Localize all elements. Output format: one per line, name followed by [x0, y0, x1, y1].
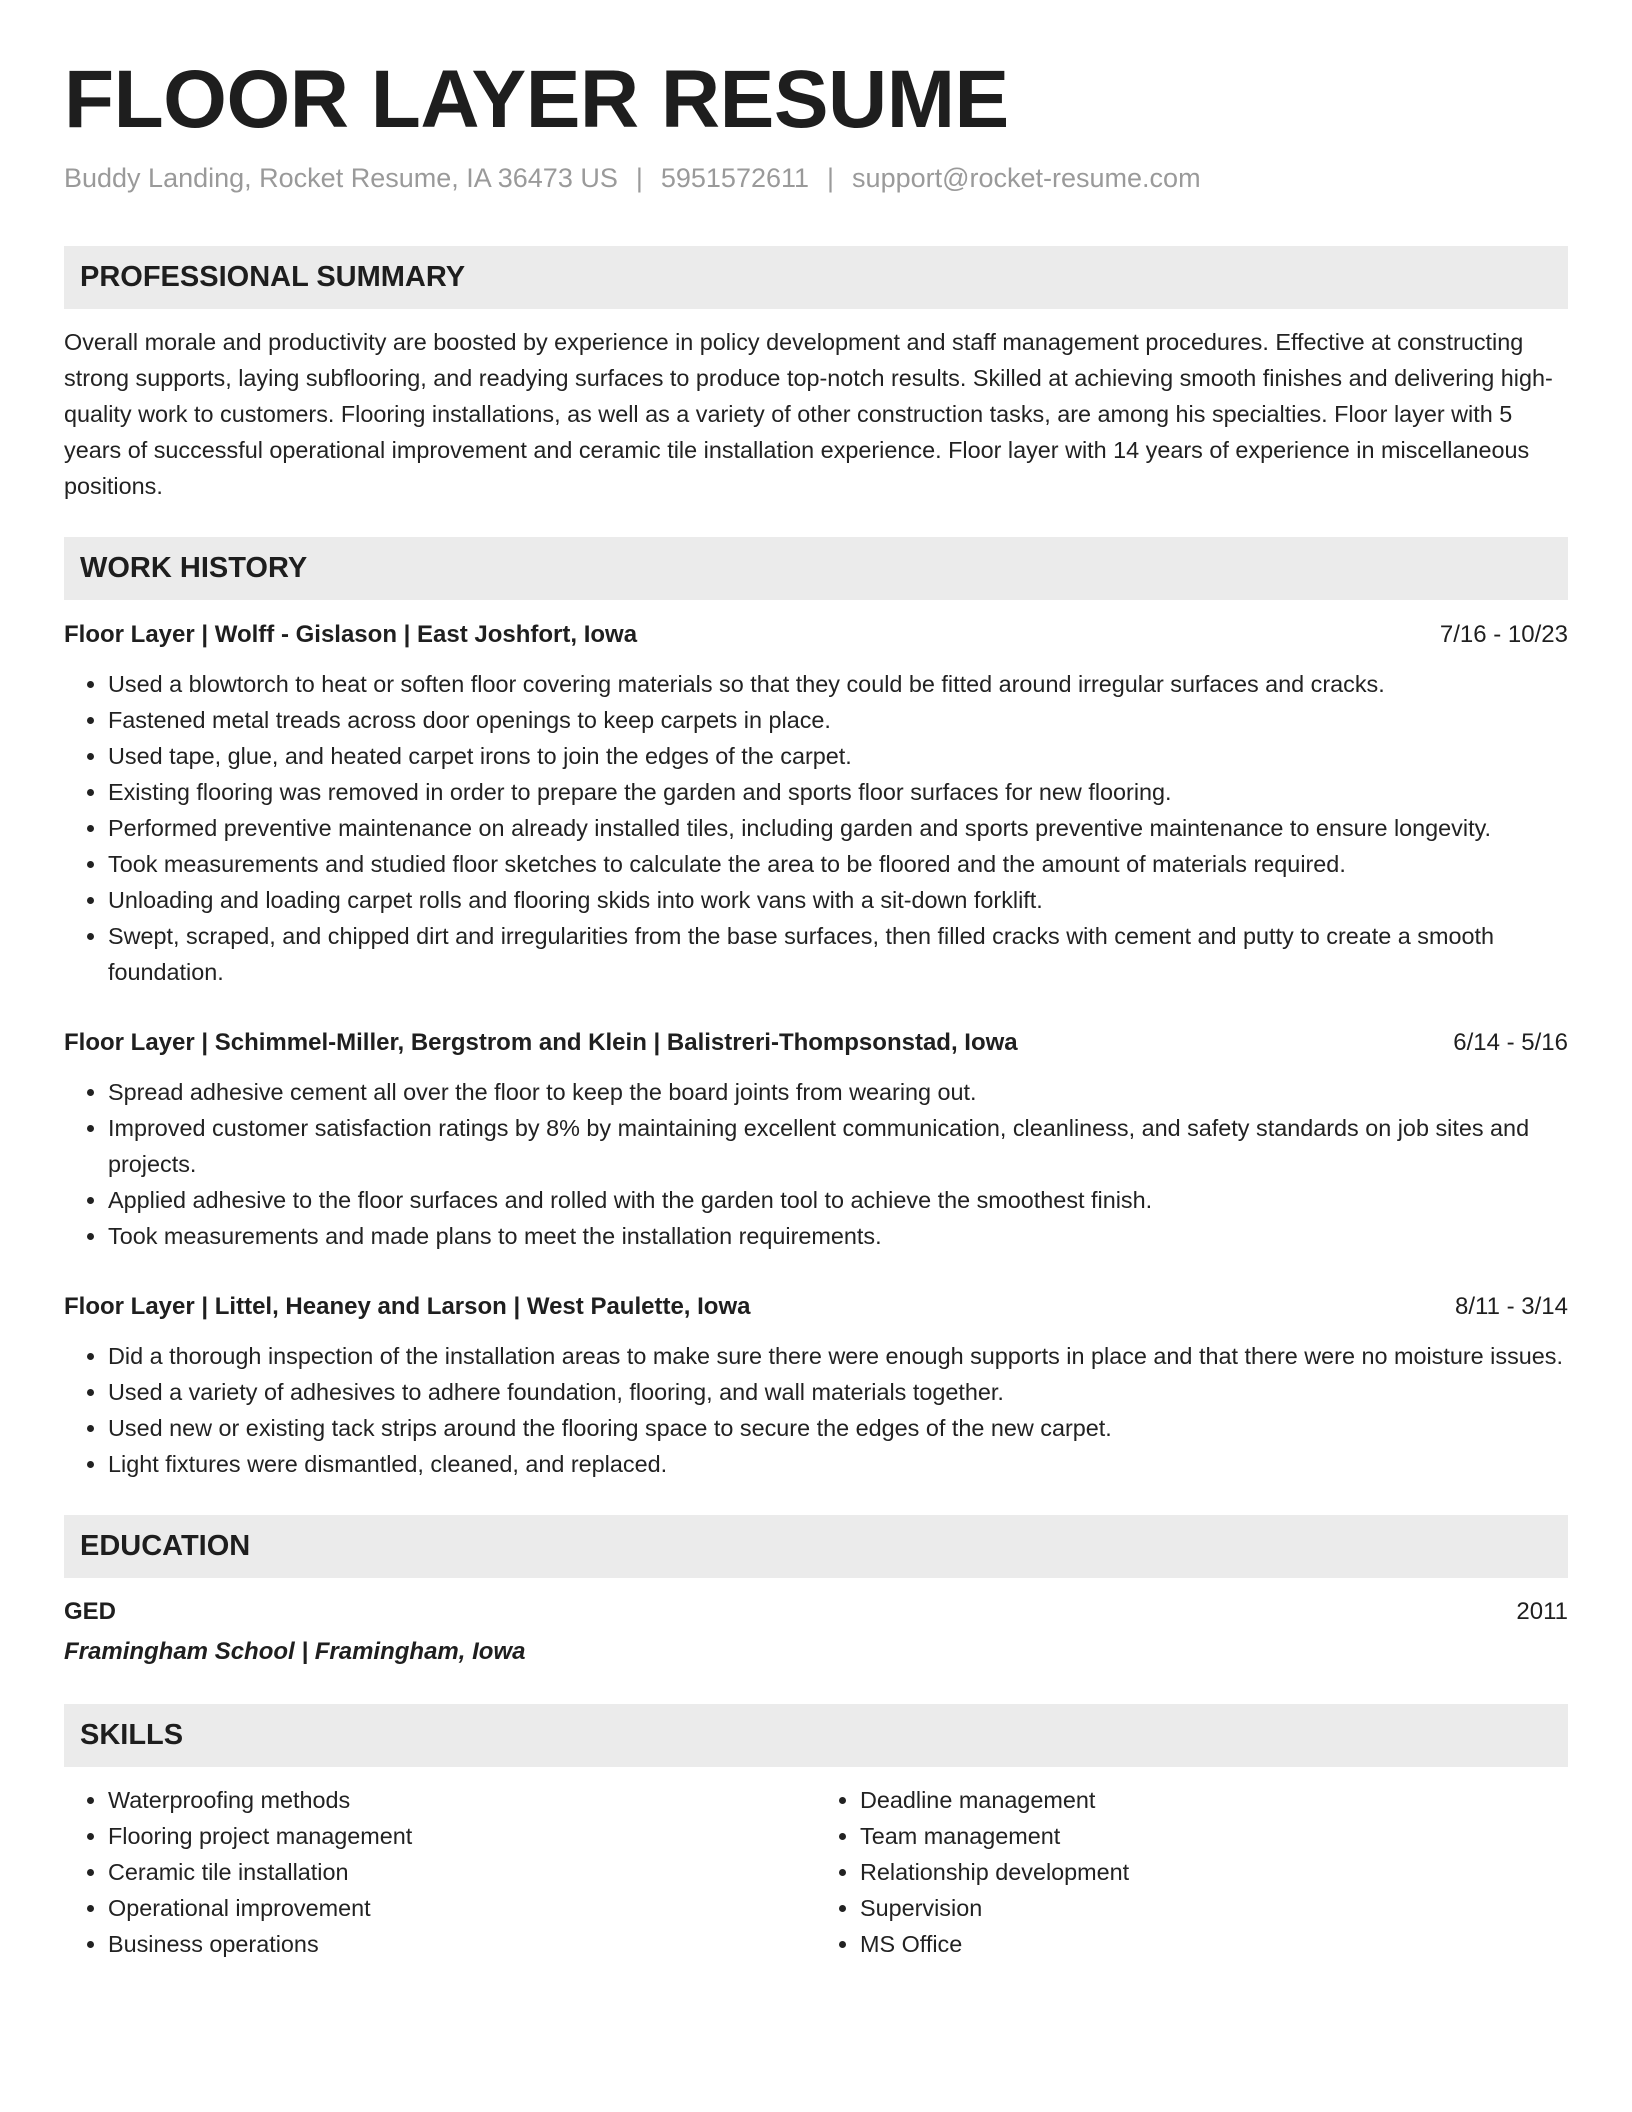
section-heading-work: WORK HISTORY [64, 537, 1568, 600]
job-title: Floor Layer | Schimmel-Miller, Bergstrom and Klein | Balistreri-Thompsonstad, Iowa [64, 1029, 1018, 1057]
bullet-item: • Unloading and loading carpet rolls and flooring skids into work vans with a sit-down forklift. [108, 882, 1568, 918]
job-entry [64, 1289, 1568, 1482]
skill-item: • Deadline management [860, 1782, 1568, 1818]
bullet-item: • Took measurements and made plans to meet the installation requirements. [108, 1218, 1568, 1254]
skill-item: • Supervision [860, 1890, 1568, 1926]
resume-title: FLOOR LAYER RESUME [64, 54, 1009, 145]
job-title: Floor Layer | Wolff - Gislason | East Joshfort, Iowa [64, 621, 638, 649]
bullet-item: • Fastened metal treads across door openings to keep carpets in place. [108, 702, 1568, 738]
job-dates: 7/16 - 10/23 [1439, 621, 1568, 649]
skill-item: • Operational improvement [108, 1890, 816, 1926]
section-heading-summary: PROFESSIONAL SUMMARY [64, 246, 1568, 309]
bullet-item: • Used a variety of adhesives to adhere foundation, flooring, and wall materials together. [108, 1374, 1568, 1410]
skill-item: • Relationship development [860, 1854, 1568, 1890]
bullet-item: • Improved customer satisfaction ratings by 8% by maintaining excellent communication, cleanliness, and safety standards on job sites and projects. [108, 1110, 1568, 1182]
bullet-item: • Existing flooring was removed in order to prepare the garden and sports floor surfaces for new flooring. [108, 774, 1568, 810]
skill-item: • Ceramic tile installation [108, 1854, 816, 1890]
job-dates: 8/11 - 3/14 [1455, 1293, 1568, 1321]
education-year: 2011 [1516, 1598, 1568, 1626]
education-school: Framingham School | Framingham, Iowa [64, 1638, 526, 1666]
job-title: Floor Layer | Littel, Heaney and Larson | West Paulette, Iowa [64, 1293, 751, 1321]
job-header [64, 1289, 1568, 1325]
job-entry [64, 1025, 1568, 1254]
job-bullets [64, 666, 1568, 990]
section-heading-skills: SKILLS [64, 1704, 1568, 1767]
bullet-item: • Performed preventive maintenance on already installed tiles, including garden and sports preventive maintenance to ensure longevity. [108, 810, 1568, 846]
skills-column-right [816, 1782, 1568, 1962]
skill-item: • Waterproofing methods [108, 1782, 816, 1818]
contact-email: support@rocket-resume.com [852, 163, 1201, 194]
bullet-item: • Used tape, glue, and heated carpet irons to join the edges of the carpet. [108, 738, 1568, 774]
skill-item: • Team management [860, 1818, 1568, 1854]
bullet-item: • Light fixtures were dismantled, cleaned, and replaced. [108, 1446, 1568, 1482]
job-entry [64, 617, 1568, 990]
bullet-item: • Took measurements and studied floor sketches to calculate the area to be floored and the amount of materials required. [108, 846, 1568, 882]
education-degree: GED [64, 1598, 117, 1626]
skill-item: • MS Office [860, 1926, 1568, 1962]
education-row [64, 1594, 1568, 1630]
bullet-item: • Swept, scraped, and chipped dirt and irregularities from the base surfaces, then filled cracks with cement and putty to create a smooth foundation. [108, 918, 1568, 990]
contact-separator: | [827, 163, 835, 194]
job-bullets [64, 1074, 1568, 1254]
contact-phone: 5951572611 [660, 163, 810, 194]
contact-address: Buddy Landing, Rocket Resume, IA 36473 US [64, 163, 618, 194]
summary-text: Overall morale and productivity are boosted by experience in policy development and staff management procedures. Effective at constructing strong supports, laying subflooring, and readying surfaces to produce top-notch results. Skilled at achieving smooth finishes and delivering high-quality work to customers. Flooring installations, as well as a variety of other construction tasks, are among his specialties. Floor layer with 5 years of successful operational improvement and ceramic tile installation experience. Floor layer with 14 years of experience in miscellaneous positions. [64, 329, 1553, 500]
skills-grid [64, 1782, 1568, 1962]
contact-line [64, 163, 1568, 194]
job-bullets [64, 1338, 1568, 1482]
skill-item: • Flooring project management [108, 1818, 816, 1854]
skill-item: • Business operations [108, 1926, 816, 1962]
job-header [64, 1025, 1568, 1061]
bullet-item: • Used new or existing tack strips around the flooring space to secure the edges of the new carpet. [108, 1410, 1568, 1446]
bullet-item: • Applied adhesive to the floor surfaces and rolled with the garden tool to achieve the smoothest finish. [108, 1182, 1568, 1218]
section-heading-education: EDUCATION [64, 1515, 1568, 1578]
job-header [64, 617, 1568, 653]
bullet-item: • Did a thorough inspection of the installation areas to make sure there were enough supports in place and that there were no moisture issues. [108, 1338, 1568, 1374]
bullet-item: • Used a blowtorch to heat or soften floor covering materials so that they could be fitted around irregular surfaces and cracks. [108, 666, 1568, 702]
job-dates: 6/14 - 5/16 [1453, 1029, 1568, 1057]
contact-separator: | [635, 163, 643, 194]
skills-column-left [64, 1782, 816, 1962]
bullet-item: • Spread adhesive cement all over the floor to keep the board joints from wearing out. [108, 1074, 1568, 1110]
